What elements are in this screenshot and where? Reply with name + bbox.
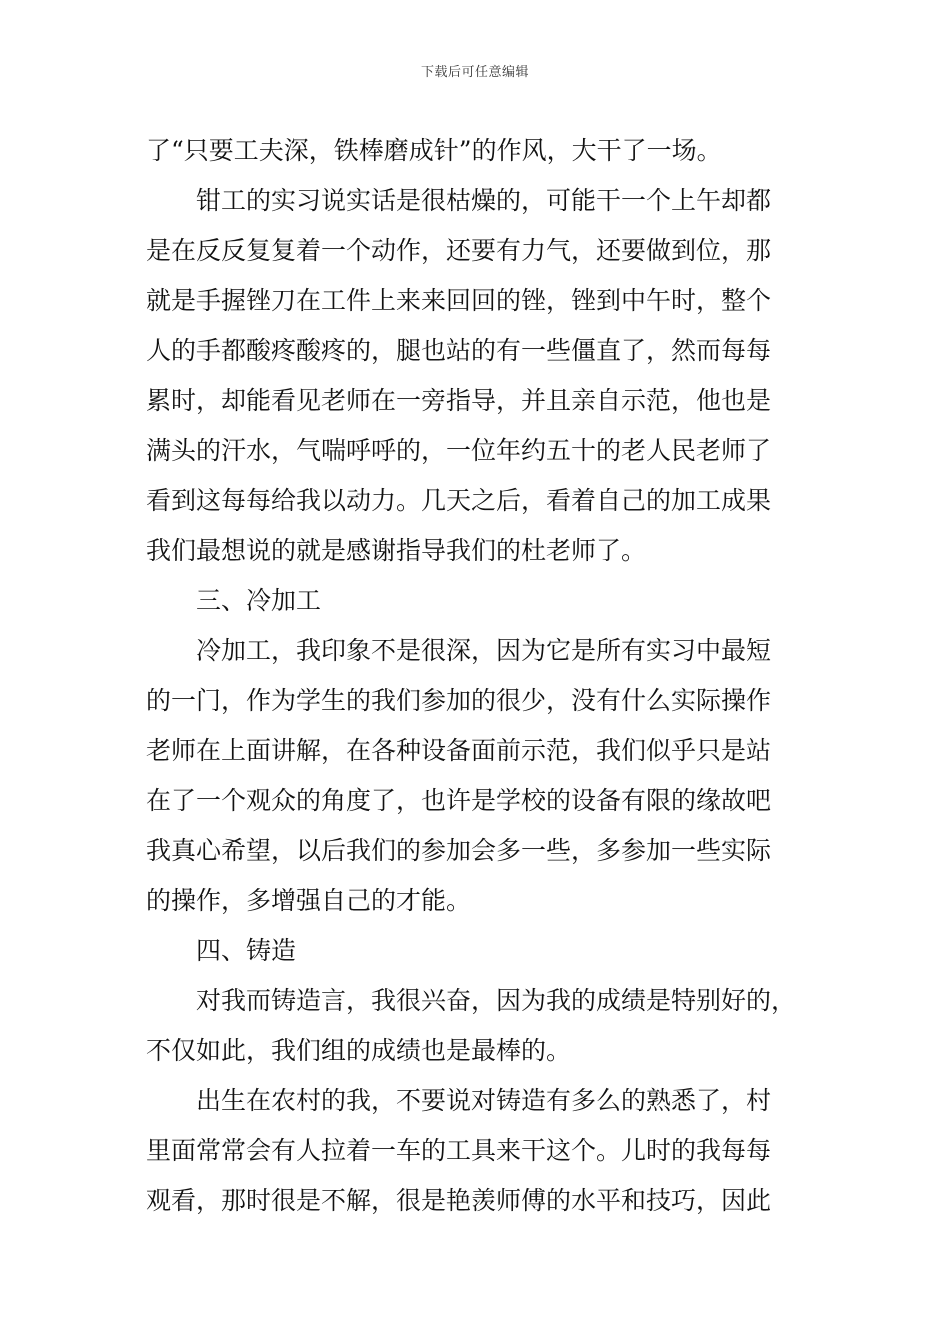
text-line: 里面常常会有人拉着一车的工具来干这个。儿时的我每每 (146, 1136, 772, 1165)
text-line: 累时，却能看见老师在一旁指导，并且亲自示范，他也是 (146, 386, 772, 415)
text-line: 在了一个观众的角度了，也许是学校的设备有限的缘故吧 (146, 786, 772, 815)
text-line: 观看，那时很是不解，很是艳羡师傅的水平和技巧，因此 (146, 1186, 772, 1215)
text-line: 就是手握锉刀在工件上来来回回的锉，锉到中午时，整个 (146, 286, 772, 315)
text-line: 对我而铸造言，我很兴奋，因为我的成绩是特别好的， (196, 986, 797, 1015)
text-line: 钳工的实习说实话是很枯燥的，可能干一个上午却都 (196, 186, 772, 215)
text-line: 的操作，多增强自己的才能。 (146, 886, 472, 915)
page-header: 下载后可任意编辑 (420, 65, 529, 80)
section-heading: 四、铸造 (196, 936, 297, 965)
text-line: 我们最想说的就是感谢指导我们的杜老师了。 (146, 536, 647, 565)
text-line: 我真心希望，以后我们的参加会多一些，多参加一些实际 (146, 836, 772, 865)
text-line: 看到这每每给我以动力。几天之后，看着自己的加工成果 (146, 486, 772, 515)
text-line: 满头的汗水，气喘呼呼的，一位年约五十的老人民老师了 (146, 436, 772, 465)
text-line: 老师在上面讲解，在各种设备面前示范，我们似乎只是站 (146, 736, 772, 765)
text-line: 的一门，作为学生的我们参加的很少，没有什么实际操作 (146, 686, 772, 715)
text-line: 不仅如此，我们组的成绩也是最棒的。 (146, 1036, 572, 1065)
text-line: 冷加工，我印象不是很深，因为它是所有实习中最短 (196, 636, 772, 665)
text-line: 了“只要工夫深，铁棒磨成针”的作风，大干了一场。 (146, 136, 722, 165)
text-line: 人的手都酸疼酸疼的，腿也站的有一些僵直了，然而每每 (146, 336, 772, 365)
document-body (146, 126, 826, 1226)
text-line: 出生在农村的我，不要说对铸造有多么的熟悉了，村 (196, 1086, 772, 1115)
text-line: 是在反反复复着一个动作，还要有力气，还要做到位，那 (146, 236, 772, 265)
section-heading: 三、冷加工 (196, 586, 322, 615)
